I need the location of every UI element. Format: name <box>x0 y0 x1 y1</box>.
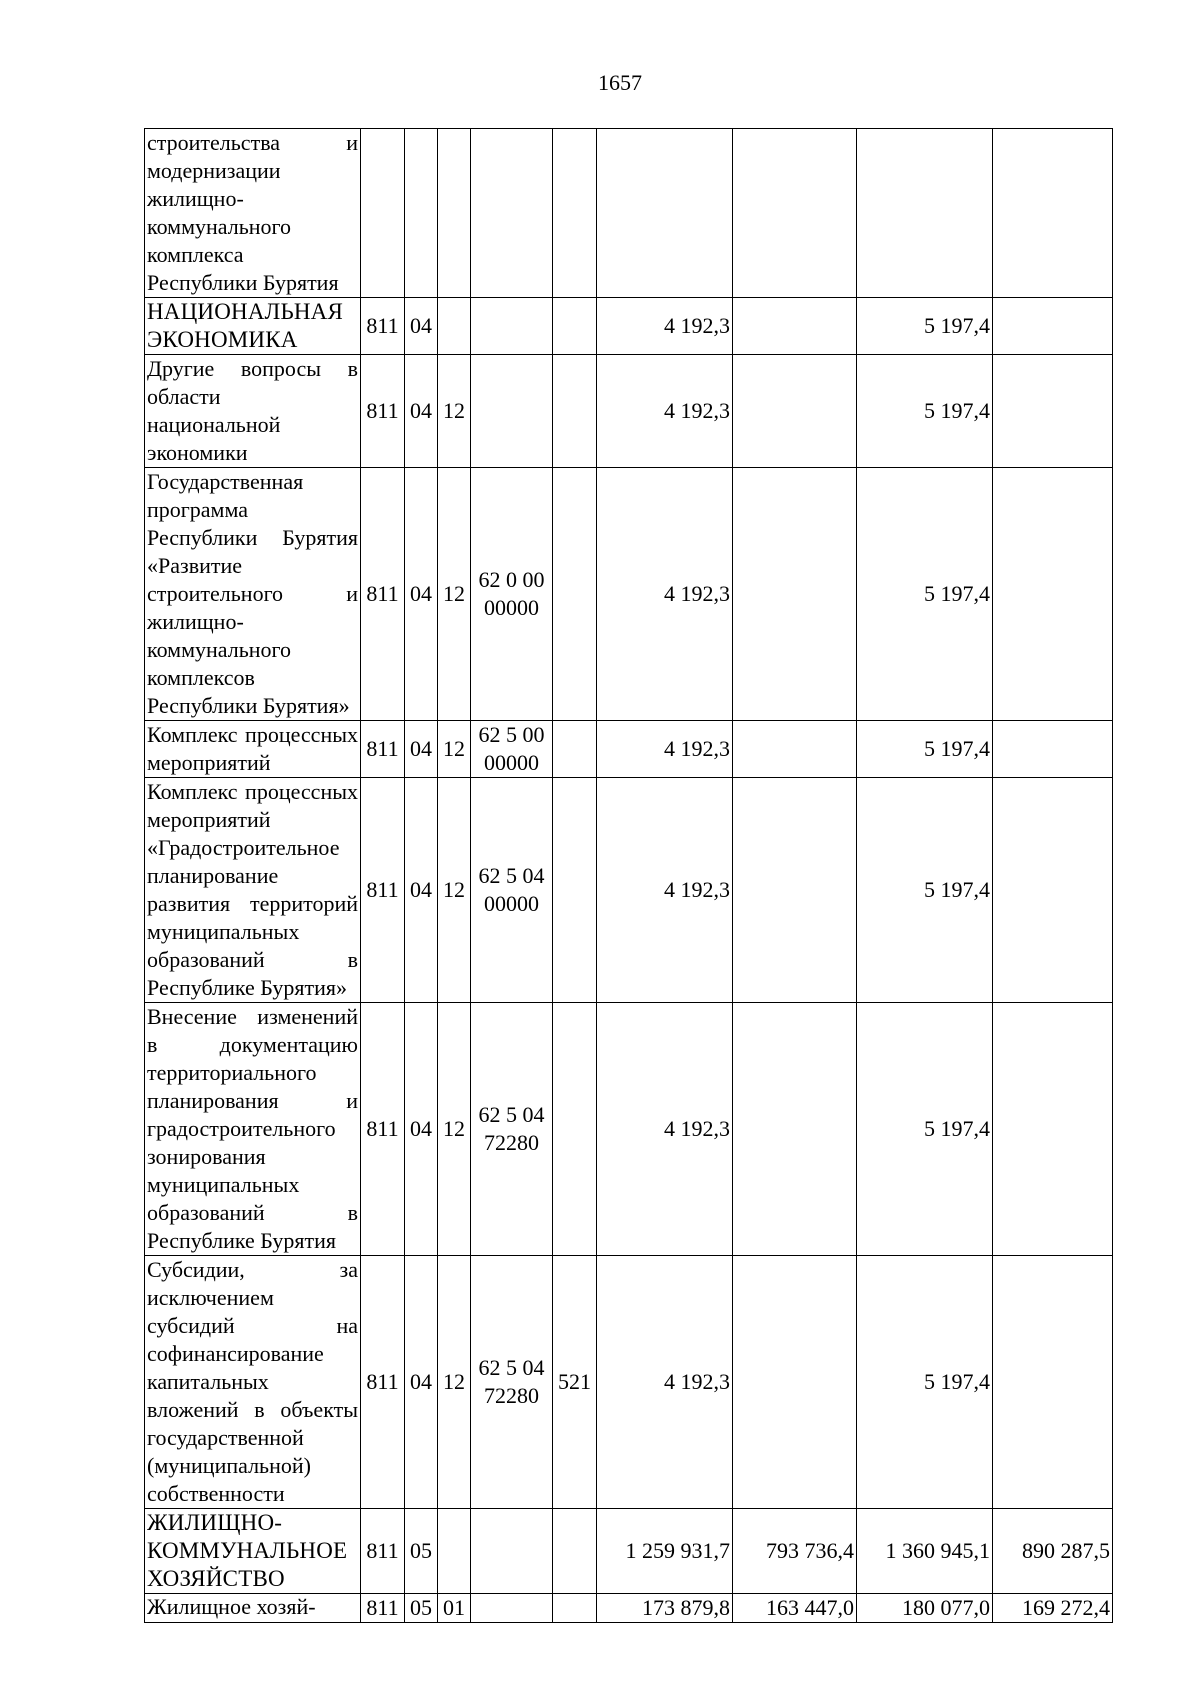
cell-value-2 <box>733 468 857 721</box>
cell-csr <box>471 1509 553 1594</box>
table-row <box>145 1003 1113 1256</box>
cell-pr: 12 <box>438 468 471 721</box>
cell-value-3 <box>857 129 993 298</box>
cell-value-1 <box>597 129 733 298</box>
cell-pr <box>438 129 471 298</box>
row-name: НАЦИОНАЛЬНАЯ ЭКОНОМИКА <box>145 298 361 355</box>
cell-csr <box>471 355 553 468</box>
cell-csr <box>471 1594 553 1623</box>
cell-value-1: 4 192,3 <box>597 721 733 778</box>
cell-gr: 811 <box>361 355 405 468</box>
table-row <box>145 468 1113 721</box>
cell-gr <box>361 129 405 298</box>
cell-pr <box>438 1509 471 1594</box>
cell-value-4 <box>993 468 1113 721</box>
cell-value-3: 5 197,4 <box>857 721 993 778</box>
cell-gr: 811 <box>361 1256 405 1509</box>
cell-rz: 04 <box>405 1003 438 1256</box>
cell-rz: 04 <box>405 1256 438 1509</box>
cell-gr: 811 <box>361 778 405 1003</box>
cell-vr <box>553 1509 597 1594</box>
cell-value-1: 4 192,3 <box>597 778 733 1003</box>
cell-value-2 <box>733 298 857 355</box>
cell-value-3: 5 197,4 <box>857 1256 993 1509</box>
cell-vr <box>553 721 597 778</box>
cell-value-1: 4 192,3 <box>597 1003 733 1256</box>
table-row <box>145 1256 1113 1509</box>
cell-gr: 811 <box>361 1509 405 1594</box>
cell-value-1: 173 879,8 <box>597 1594 733 1623</box>
cell-csr: 62 5 04 72280 <box>471 1003 553 1256</box>
cell-rz: 04 <box>405 355 438 468</box>
cell-pr: 12 <box>438 355 471 468</box>
cell-pr: 12 <box>438 778 471 1003</box>
cell-value-1: 4 192,3 <box>597 355 733 468</box>
table-row <box>145 355 1113 468</box>
cell-gr: 811 <box>361 468 405 721</box>
row-name: Комплекс процессных мероприятий «Градостроительное планирование развития территорий муниципальных образований в Республике Бурятия» <box>145 778 361 1003</box>
row-name: Государственная программа Республики Бурятия «Развитие строительного и жилищно-коммунального комплексов Республики Бурятия» <box>145 468 361 721</box>
cell-rz: 04 <box>405 721 438 778</box>
cell-value-4 <box>993 298 1113 355</box>
row-name: Другие вопросы в области национальной экономики <box>145 355 361 468</box>
cell-vr <box>553 298 597 355</box>
cell-pr: 12 <box>438 721 471 778</box>
cell-csr <box>471 129 553 298</box>
cell-value-2 <box>733 129 857 298</box>
cell-vr <box>553 778 597 1003</box>
cell-pr: 01 <box>438 1594 471 1623</box>
cell-value-2: 163 447,0 <box>733 1594 857 1623</box>
cell-value-4 <box>993 1003 1113 1256</box>
table-row <box>145 721 1113 778</box>
table-row <box>145 778 1113 1003</box>
cell-rz: 05 <box>405 1594 438 1623</box>
row-name: ЖИЛИЩНО-КОММУНАЛЬНОЕ ХОЗЯЙСТВО <box>145 1509 361 1594</box>
cell-value-1: 1 259 931,7 <box>597 1509 733 1594</box>
cell-value-4: 890 287,5 <box>993 1509 1113 1594</box>
table-row <box>145 1509 1113 1594</box>
budget-table <box>144 128 1113 1623</box>
table-row <box>145 129 1113 298</box>
cell-csr: 62 5 04 72280 <box>471 1256 553 1509</box>
cell-pr: 12 <box>438 1256 471 1509</box>
page-number: 1657 <box>598 70 642 95</box>
cell-value-1: 4 192,3 <box>597 468 733 721</box>
cell-rz: 04 <box>405 468 438 721</box>
cell-value-4 <box>993 778 1113 1003</box>
table-row <box>145 298 1113 355</box>
cell-value-3: 5 197,4 <box>857 778 993 1003</box>
cell-csr: 62 5 04 00000 <box>471 778 553 1003</box>
cell-csr <box>471 298 553 355</box>
cell-value-4 <box>993 129 1113 298</box>
cell-vr <box>553 468 597 721</box>
cell-value-3: 5 197,4 <box>857 298 993 355</box>
cell-gr: 811 <box>361 1594 405 1623</box>
cell-vr <box>553 1003 597 1256</box>
row-name: Внесение изменений в документацию территориального планирования и градостроительного зонирования муниципальных образований в Республике Бурятия <box>145 1003 361 1256</box>
cell-value-3: 180 077,0 <box>857 1594 993 1623</box>
cell-gr: 811 <box>361 721 405 778</box>
cell-value-4 <box>993 355 1113 468</box>
cell-value-2 <box>733 778 857 1003</box>
cell-rz: 04 <box>405 778 438 1003</box>
cell-pr: 12 <box>438 1003 471 1256</box>
cell-vr <box>553 355 597 468</box>
cell-value-1: 4 192,3 <box>597 1256 733 1509</box>
cell-value-1: 4 192,3 <box>597 298 733 355</box>
row-name: Комплекс процессных мероприятий <box>145 721 361 778</box>
cell-vr: 521 <box>553 1256 597 1509</box>
cell-value-2 <box>733 1256 857 1509</box>
cell-csr: 62 0 00 00000 <box>471 468 553 721</box>
cell-gr: 811 <box>361 1003 405 1256</box>
cell-value-2: 793 736,4 <box>733 1509 857 1594</box>
cell-value-2 <box>733 1003 857 1256</box>
cell-value-4 <box>993 721 1113 778</box>
cell-value-4 <box>993 1256 1113 1509</box>
cell-value-3: 1 360 945,1 <box>857 1509 993 1594</box>
cell-value-3: 5 197,4 <box>857 468 993 721</box>
cell-csr: 62 5 00 00000 <box>471 721 553 778</box>
cell-vr <box>553 1594 597 1623</box>
cell-value-2 <box>733 721 857 778</box>
cell-value-3: 5 197,4 <box>857 355 993 468</box>
cell-rz: 05 <box>405 1509 438 1594</box>
cell-value-3: 5 197,4 <box>857 1003 993 1256</box>
table-row <box>145 1594 1113 1623</box>
cell-vr <box>553 129 597 298</box>
row-name: строительства и модернизации жилищно-коммунального комплекса Республики Бурятия <box>145 129 361 298</box>
cell-pr <box>438 298 471 355</box>
cell-value-4: 169 272,4 <box>993 1594 1113 1623</box>
cell-rz <box>405 129 438 298</box>
row-name: Жилищное хозяй- <box>145 1594 361 1623</box>
row-name: Субсидии, за исключением субсидий на софинансирование капитальных вложений в объекты государственной (муниципальной) собственности <box>145 1256 361 1509</box>
cell-gr: 811 <box>361 298 405 355</box>
cell-rz: 04 <box>405 298 438 355</box>
cell-value-2 <box>733 355 857 468</box>
